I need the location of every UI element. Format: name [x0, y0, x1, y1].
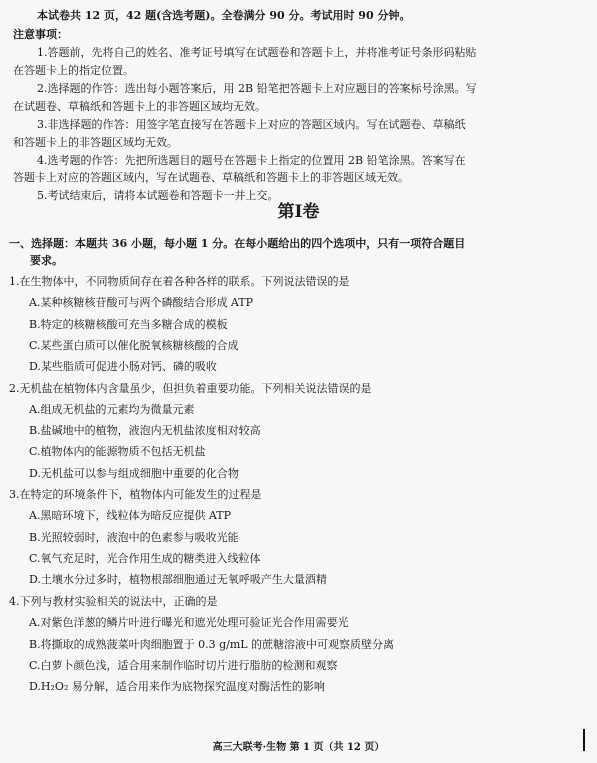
- question-stem: 4.下列与教材实验相关的说法中，正确的是: [9, 595, 218, 608]
- question-option: D.无机盐可以参与组成细胞中重要的化合物: [29, 467, 239, 480]
- note-line: 3.非选择题的作答：用签字笔直接写在答题卡上对应的答题区域内。写在试题卷、草稿纸: [37, 118, 466, 131]
- question-option: A.某种核糖核苷酸可与两个磷酸结合形成 ATP: [29, 296, 254, 309]
- question-option: C.白萝卜颜色浅，适合用来制作临时切片进行脂肪的检测和观察: [29, 659, 338, 672]
- question-option: B.盐碱地中的植物，液泡内无机盐浓度相对较高: [29, 424, 261, 437]
- question-stem: 3.在特定的环境条件下，植物体内可能发生的过程是: [9, 488, 262, 501]
- margin-mark: [583, 729, 585, 751]
- question-option: D.H₂O₂ 易分解，适合用来作为底物探究温度对酶活性的影响: [29, 680, 325, 693]
- question-option: C.植物体内的能源物质不包括无机盐: [29, 445, 206, 458]
- note-line: 在答题卡上的指定位置。: [13, 64, 134, 77]
- notice-title: 注意事项：: [13, 28, 68, 41]
- section-title: 第Ⅰ卷: [277, 202, 320, 222]
- section-instruction: 要求。: [30, 254, 63, 267]
- note-line: 答题卡上对应的答题区域内，写在试题卷、草稿纸和答题卡上的非答题区域无效。: [13, 171, 409, 184]
- note-line: 4.选考题的作答：先把所选题目的题号在答题卡上指定的位置用 2B 铅笔涂黑。答案写在: [37, 154, 466, 167]
- question-option: B.特定的核糖核酸可充当多糖合成的模板: [29, 318, 228, 331]
- note-line: 5.考试结束后，请将本试题卷和答题卡一并上交。: [37, 189, 279, 202]
- note-line: 在试题卷、草稿纸和答题卡上的非答题区域均无效。: [13, 100, 266, 113]
- exam-intro: 本试卷共 12 页，42 题(含选考题)。全卷满分 90 分。考试用时 90 分钟。: [37, 9, 411, 22]
- question-option: C.某些蛋白质可以催化脱氧核糖核酸的合成: [29, 339, 239, 352]
- question-option: D.土壤水分过多时，植物根部细胞通过无氧呼吸产生大量酒精: [29, 573, 327, 586]
- question-option: C.氧气充足时，光合作用生成的糖类进入线粒体: [29, 552, 261, 565]
- note-line: 1.答题前，先将自己的姓名、准考证号填写在试题卷和答题卡上，并将准考证号条形码粘贴: [37, 46, 477, 59]
- question-option: B.将撕取的成熟菠菜叶肉细胞置于 0.3 g/mL 的蔗糖溶液中可观察质壁分离: [29, 638, 395, 651]
- section-instruction: 一、选择题：本题共 36 小题，每小题 1 分。在每小题给出的四个选项中，只有一项符合题目: [9, 237, 466, 250]
- question-stem: 1.在生物体中，不同物质间存在着各种各样的联系。下列说法错误的是: [9, 275, 350, 288]
- page-footer: 高三大联考·生物 第 1 页（共 12 页）: [212, 742, 385, 753]
- question-stem: 2.无机盐在植物体内含量虽少，但担负着重要功能。下列相关说法错误的是: [9, 382, 372, 395]
- question-option: A.黑暗环境下，线粒体为暗反应提供 ATP: [29, 509, 232, 522]
- question-option: A.组成无机盐的元素均为微量元素: [29, 403, 195, 416]
- note-line: 2.选择题的作答：选出每小题答案后，用 2B 铅笔把答题卡上对应题目的答案标号涂黑。写: [37, 82, 477, 95]
- note-line: 和答题卡上的非答题区域均无效。: [13, 136, 178, 149]
- question-option: B.光照较弱时，液泡中的色素参与吸收光能: [29, 531, 239, 544]
- question-option: A.对紫色洋葱的鳞片叶进行曝光和遮光处理可验证光合作用需要光: [29, 616, 349, 629]
- question-option: D.某些脂质可促进小肠对钙、磷的吸收: [29, 360, 217, 373]
